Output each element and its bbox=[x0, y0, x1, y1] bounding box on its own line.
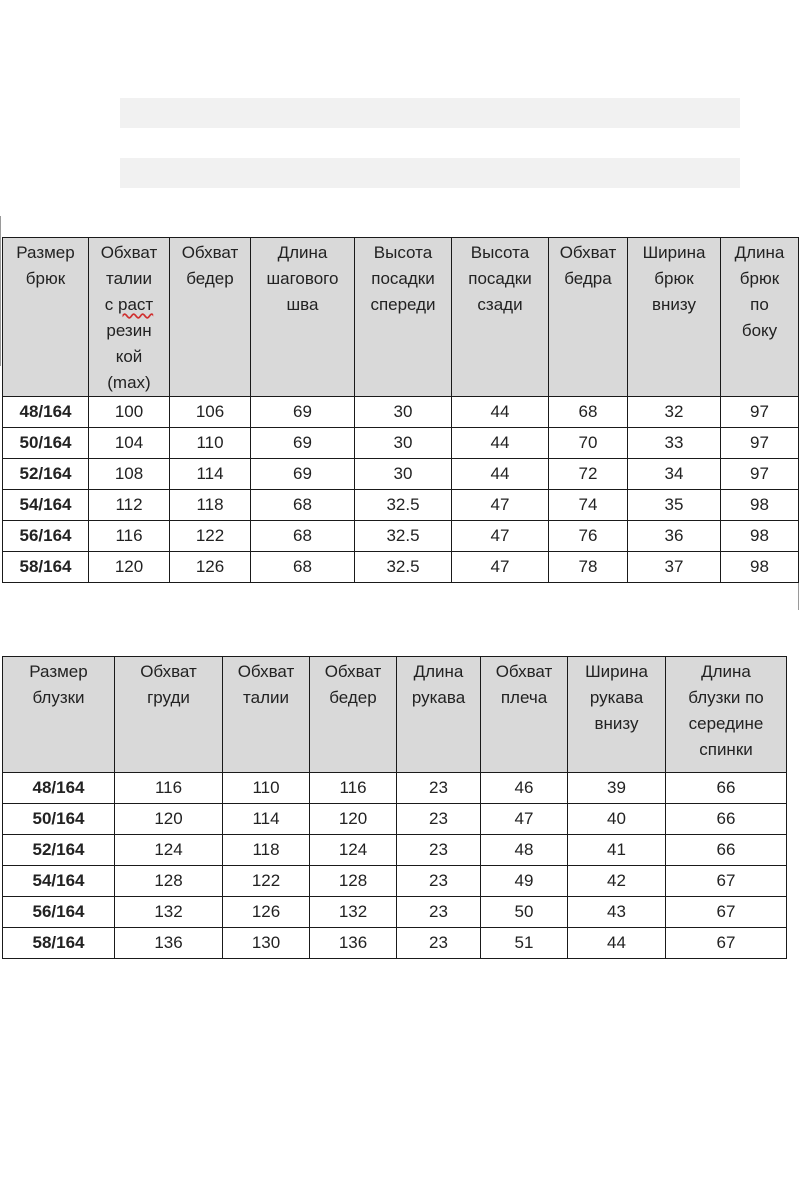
pants-value-cell: 32.5 bbox=[355, 521, 452, 552]
pants-value-cell: 34 bbox=[628, 459, 721, 490]
blouse-value-cell: 23 bbox=[397, 773, 481, 804]
pants-value-cell: 44 bbox=[452, 459, 549, 490]
pants-size-table bbox=[2, 237, 799, 583]
blouse-value-cell: 46 bbox=[481, 773, 568, 804]
blouse-value-cell: 124 bbox=[115, 835, 223, 866]
faint-background-texture bbox=[120, 88, 740, 208]
blouse-header-row bbox=[3, 657, 787, 773]
pants-value-cell: 32.5 bbox=[355, 552, 452, 583]
blouse-value-cell: 120 bbox=[115, 804, 223, 835]
blouse-value-cell: 118 bbox=[223, 835, 310, 866]
pants-table-row bbox=[3, 521, 799, 552]
blouse-table-row bbox=[3, 835, 787, 866]
blouse-size-cell: 56/164 bbox=[3, 897, 115, 928]
pants-value-cell: 97 bbox=[721, 428, 799, 459]
pants-value-cell: 112 bbox=[89, 490, 170, 521]
pants-value-cell: 69 bbox=[251, 428, 355, 459]
blouse-value-cell: 66 bbox=[666, 835, 787, 866]
pants-table-row bbox=[3, 459, 799, 490]
pants-header-cell: Обхват талии с раст резин кой (max) bbox=[89, 238, 170, 397]
blouse-value-cell: 122 bbox=[223, 866, 310, 897]
blouse-value-cell: 124 bbox=[310, 835, 397, 866]
blouse-header-cell: Обхват бедер bbox=[310, 657, 397, 773]
blouse-value-cell: 110 bbox=[223, 773, 310, 804]
blouse-size-cell: 54/164 bbox=[3, 866, 115, 897]
pants-size-cell: 50/164 bbox=[3, 428, 89, 459]
pants-value-cell: 44 bbox=[452, 397, 549, 428]
pants-value-cell: 33 bbox=[628, 428, 721, 459]
pants-value-cell: 76 bbox=[549, 521, 628, 552]
blouse-value-cell: 116 bbox=[310, 773, 397, 804]
blouse-value-cell: 51 bbox=[481, 928, 568, 959]
spellcheck-underline-word: раст bbox=[118, 295, 154, 314]
pants-value-cell: 68 bbox=[251, 521, 355, 552]
blouse-value-cell: 48 bbox=[481, 835, 568, 866]
pants-size-cell: 52/164 bbox=[3, 459, 89, 490]
pants-value-cell: 35 bbox=[628, 490, 721, 521]
pants-value-cell: 74 bbox=[549, 490, 628, 521]
blouse-value-cell: 67 bbox=[666, 897, 787, 928]
pants-value-cell: 126 bbox=[170, 552, 251, 583]
pants-size-cell: 58/164 bbox=[3, 552, 89, 583]
blouse-value-cell: 49 bbox=[481, 866, 568, 897]
pants-table-row bbox=[3, 490, 799, 521]
blouse-value-cell: 67 bbox=[666, 866, 787, 897]
pants-value-cell: 110 bbox=[170, 428, 251, 459]
blouse-value-cell: 132 bbox=[310, 897, 397, 928]
blouse-size-cell: 48/164 bbox=[3, 773, 115, 804]
blouse-header-cell: Обхват плеча bbox=[481, 657, 568, 773]
pants-value-cell: 70 bbox=[549, 428, 628, 459]
pants-value-cell: 68 bbox=[251, 490, 355, 521]
pants-value-cell: 97 bbox=[721, 397, 799, 428]
blouse-header-cell: Обхват груди bbox=[115, 657, 223, 773]
pants-value-cell: 36 bbox=[628, 521, 721, 552]
pants-value-cell: 100 bbox=[89, 397, 170, 428]
blouse-value-cell: 128 bbox=[310, 866, 397, 897]
blouse-value-cell: 120 bbox=[310, 804, 397, 835]
blouse-value-cell: 43 bbox=[568, 897, 666, 928]
pants-value-cell: 106 bbox=[170, 397, 251, 428]
blouse-size-cell: 58/164 bbox=[3, 928, 115, 959]
blouse-value-cell: 23 bbox=[397, 866, 481, 897]
pants-header-cell: Ширина брюк внизу bbox=[628, 238, 721, 397]
blouse-header-cell: Обхват талии bbox=[223, 657, 310, 773]
blouse-header-cell: Длина рукава bbox=[397, 657, 481, 773]
blouse-header-cell: Ширина рукава внизу bbox=[568, 657, 666, 773]
blouse-value-cell: 40 bbox=[568, 804, 666, 835]
pants-header-cell: Длина шагового шва bbox=[251, 238, 355, 397]
pants-value-cell: 78 bbox=[549, 552, 628, 583]
pants-value-cell: 30 bbox=[355, 459, 452, 490]
blouse-value-cell: 126 bbox=[223, 897, 310, 928]
blouse-value-cell: 66 bbox=[666, 804, 787, 835]
blouse-value-cell: 132 bbox=[115, 897, 223, 928]
left-edge-line bbox=[0, 216, 1, 366]
pants-value-cell: 98 bbox=[721, 552, 799, 583]
pants-value-cell: 98 bbox=[721, 490, 799, 521]
pants-value-cell: 120 bbox=[89, 552, 170, 583]
blouse-size-table bbox=[2, 656, 787, 959]
pants-header-cell: Длина брюк по боку bbox=[721, 238, 799, 397]
blouse-value-cell: 136 bbox=[115, 928, 223, 959]
pants-header-cell: Высота посадки спереди bbox=[355, 238, 452, 397]
pants-value-cell: 108 bbox=[89, 459, 170, 490]
blouse-table-row bbox=[3, 804, 787, 835]
blouse-header-cell: Размер блузки bbox=[3, 657, 115, 773]
pants-value-cell: 68 bbox=[251, 552, 355, 583]
pants-value-cell: 114 bbox=[170, 459, 251, 490]
blouse-value-cell: 116 bbox=[115, 773, 223, 804]
blouse-value-cell: 66 bbox=[666, 773, 787, 804]
pants-value-cell: 69 bbox=[251, 397, 355, 428]
blouse-table-row bbox=[3, 928, 787, 959]
pants-table-row bbox=[3, 397, 799, 428]
pants-value-cell: 30 bbox=[355, 428, 452, 459]
pants-value-cell: 68 bbox=[549, 397, 628, 428]
blouse-size-cell: 52/164 bbox=[3, 835, 115, 866]
pants-size-cell: 54/164 bbox=[3, 490, 89, 521]
pants-value-cell: 30 bbox=[355, 397, 452, 428]
pants-size-cell: 48/164 bbox=[3, 397, 89, 428]
pants-value-cell: 98 bbox=[721, 521, 799, 552]
blouse-table-row bbox=[3, 773, 787, 804]
pants-value-cell: 122 bbox=[170, 521, 251, 552]
pants-value-cell: 37 bbox=[628, 552, 721, 583]
pants-header-cell: Обхват бедра bbox=[549, 238, 628, 397]
blouse-value-cell: 130 bbox=[223, 928, 310, 959]
pants-table-row bbox=[3, 428, 799, 459]
pants-header-cell: Размер брюк bbox=[3, 238, 89, 397]
blouse-table-row bbox=[3, 866, 787, 897]
pants-value-cell: 47 bbox=[452, 552, 549, 583]
pants-value-cell: 118 bbox=[170, 490, 251, 521]
pants-value-cell: 116 bbox=[89, 521, 170, 552]
pants-header-row bbox=[3, 238, 799, 397]
pants-value-cell: 47 bbox=[452, 490, 549, 521]
blouse-value-cell: 42 bbox=[568, 866, 666, 897]
blouse-value-cell: 23 bbox=[397, 835, 481, 866]
blouse-value-cell: 44 bbox=[568, 928, 666, 959]
blouse-value-cell: 23 bbox=[397, 804, 481, 835]
blouse-value-cell: 47 bbox=[481, 804, 568, 835]
pants-table-row bbox=[3, 552, 799, 583]
pants-value-cell: 47 bbox=[452, 521, 549, 552]
blouse-value-cell: 67 bbox=[666, 928, 787, 959]
pants-value-cell: 32.5 bbox=[355, 490, 452, 521]
blouse-value-cell: 114 bbox=[223, 804, 310, 835]
blouse-value-cell: 136 bbox=[310, 928, 397, 959]
pants-value-cell: 97 bbox=[721, 459, 799, 490]
blouse-value-cell: 128 bbox=[115, 866, 223, 897]
blouse-value-cell: 50 bbox=[481, 897, 568, 928]
pants-value-cell: 72 bbox=[549, 459, 628, 490]
pants-value-cell: 32 bbox=[628, 397, 721, 428]
blouse-value-cell: 23 bbox=[397, 928, 481, 959]
blouse-size-cell: 50/164 bbox=[3, 804, 115, 835]
blouse-header-cell: Длина блузки по середине спинки bbox=[666, 657, 787, 773]
pants-size-cell: 56/164 bbox=[3, 521, 89, 552]
blouse-value-cell: 39 bbox=[568, 773, 666, 804]
pants-header-cell: Обхват бедер bbox=[170, 238, 251, 397]
blouse-table-row bbox=[3, 897, 787, 928]
pants-value-cell: 44 bbox=[452, 428, 549, 459]
pants-header-cell: Высота посадки сзади bbox=[452, 238, 549, 397]
pants-value-cell: 69 bbox=[251, 459, 355, 490]
blouse-value-cell: 41 bbox=[568, 835, 666, 866]
blouse-value-cell: 23 bbox=[397, 897, 481, 928]
pants-value-cell: 104 bbox=[89, 428, 170, 459]
